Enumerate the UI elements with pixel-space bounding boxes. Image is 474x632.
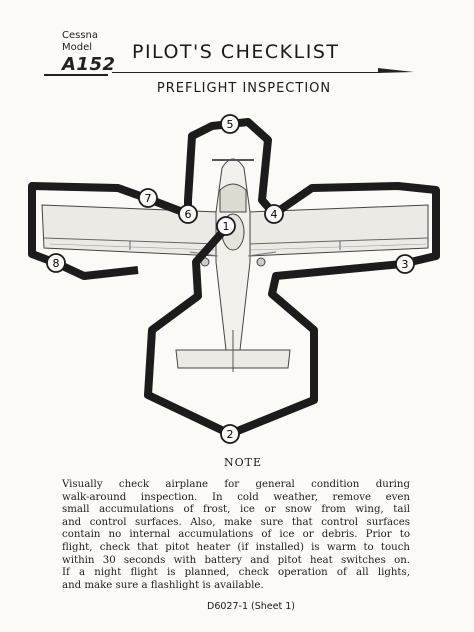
- checkpoint-6: [179, 205, 197, 223]
- note-heading: NOTE: [223, 456, 262, 469]
- page-subtitle: PREFLIGHT INSPECTION: [156, 81, 332, 96]
- checkpoint-6-label: 6: [184, 208, 192, 221]
- page-title: PILOT'S CHECKLIST: [132, 41, 340, 63]
- checkpoint-3-label: 3: [401, 258, 409, 271]
- checkpoint-2: [221, 425, 239, 443]
- note-body: [62, 479, 410, 592]
- checkpoint-8: [47, 254, 65, 272]
- note-line: If a night flight is planned, check operation of all lights,: [62, 567, 410, 579]
- note-line: Visually check airplane for general condition during: [62, 479, 410, 490]
- note-line: and control surfaces. Also, make sure that control surfaces: [62, 516, 410, 528]
- checkpoint-8-label: 8: [52, 257, 60, 270]
- checkpoint-3: [396, 255, 414, 273]
- checkpoint-7: [139, 189, 157, 207]
- note-line: contain no internal accumulations of ice or debris. Prior to: [62, 529, 410, 541]
- checkpoint-1-label: 1: [222, 220, 230, 233]
- checkpoint-5: [221, 115, 239, 133]
- checkpoint-4-label: 4: [270, 208, 278, 221]
- note-line: flight, check that pitot heater (if installed) is warm to touch: [62, 541, 410, 553]
- model-number: A152: [62, 54, 116, 75]
- note-line: within 30 seconds with battery and pitot heat switches on.: [62, 554, 410, 566]
- note-line: small accumulations of frost, ice or snow from wing, tail: [62, 504, 410, 516]
- document-id: D6027-1 (Sheet 1): [207, 601, 295, 612]
- checkpoint-5-label: 5: [226, 118, 234, 131]
- checkpoint-2-label: 2: [226, 428, 234, 441]
- checkpoint-1: [217, 217, 235, 235]
- checkpoint-4: [265, 205, 283, 223]
- make-label: Cessna: [62, 30, 99, 41]
- model-label: Model: [62, 42, 93, 53]
- note-line: and make sure a flashlight is available.: [62, 579, 264, 591]
- note-line: walk-around inspection. In cold weather, remove even: [62, 491, 410, 503]
- checkpoint-7-label: 7: [144, 192, 152, 205]
